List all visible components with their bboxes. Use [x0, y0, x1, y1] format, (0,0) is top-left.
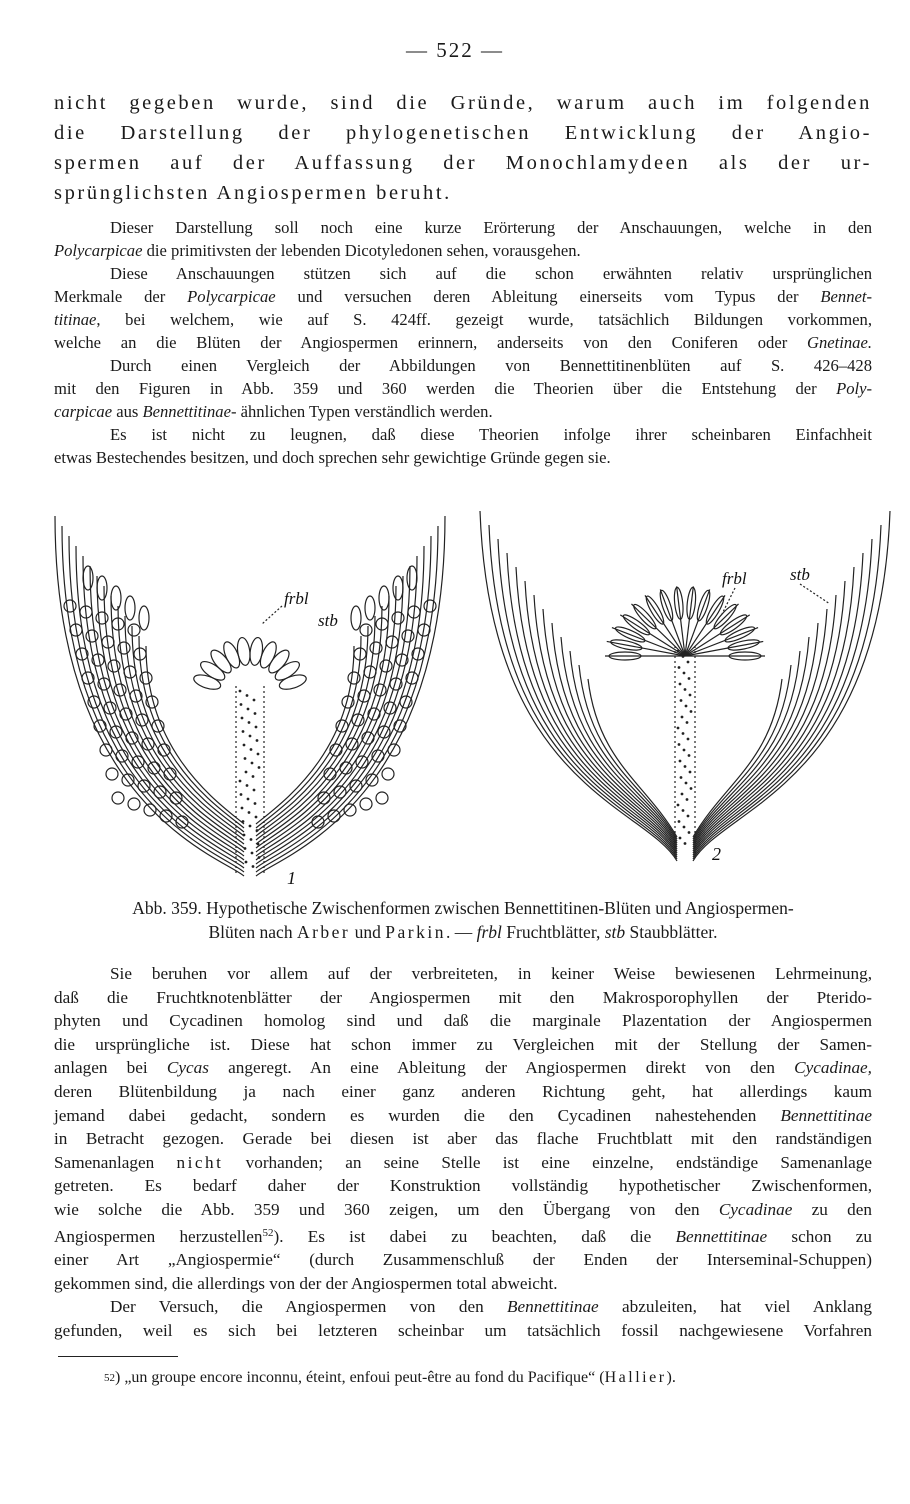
stipple-dot	[251, 762, 253, 764]
stipple-dot	[689, 771, 691, 773]
figure-359	[0, 496, 910, 896]
cup-line-right	[256, 556, 417, 860]
ovule-circle	[380, 660, 392, 672]
ovule-circle	[360, 624, 372, 636]
stipple-dot	[684, 843, 686, 845]
stipple-dot	[689, 694, 691, 696]
paragraph: Diese Anschauungen stützen sich auf die schon erwähnten relativ ursprünglichen Merkmale der Polycarpicae und versuchen deren Ableitung einerseits vom Typus der Bennet- titinae, bei welchem, wie auf S. 424ff. gezeigt wurde, tatsächlich Bildungen vorkommen, welche an die Blüten der Angiospermen erinnern, anderseits von den Coniferen oder Gnetinae.	[54, 264, 872, 352]
carpel-leaflet	[192, 672, 222, 692]
fan-ray	[631, 604, 685, 656]
stipple-dot	[690, 788, 692, 790]
stipple-dot	[677, 650, 679, 652]
stipple-dot	[252, 866, 254, 868]
leaf-tip	[379, 586, 389, 610]
stipple-dot	[681, 716, 683, 718]
stipple-dot	[684, 766, 686, 768]
paragraph: Durch einen Vergleich der Abbildungen von Bennettitinenblüten auf S. 426–428 mit den Figuren in Abb. 359 und 360 werden die Theorien über die Entstehung der Poly- carpicae aus Bennettitinae- ähnlichen Typen verständlich werden.	[54, 356, 872, 421]
stipple-dot	[678, 821, 680, 823]
carpel-leaflet	[207, 647, 234, 676]
stipple-dot	[246, 785, 248, 787]
label-frbl-left: frbl	[284, 589, 309, 608]
stipple-dot	[683, 826, 685, 828]
stipple-dot	[240, 794, 242, 796]
label-stb-left: stb	[318, 611, 338, 630]
ovule-circle	[128, 624, 140, 636]
stipple-dot	[257, 843, 259, 845]
stipple-dot	[239, 690, 241, 692]
stipple-dot	[679, 683, 681, 685]
stipple-dot	[249, 735, 251, 737]
stipple-dot	[678, 667, 680, 669]
bowl-line-right	[693, 679, 782, 837]
stipple-dot	[252, 776, 254, 778]
label-frbl-right: frbl	[722, 569, 747, 588]
label-stb-right: stb	[790, 565, 810, 584]
ovule-circle	[402, 630, 414, 642]
fan-ray	[685, 604, 739, 656]
leaf-tip	[407, 566, 417, 590]
stipple-dot	[242, 821, 244, 823]
stipple-dot	[246, 695, 248, 697]
bowl-line-right	[693, 511, 890, 861]
leaf-tip	[125, 596, 135, 620]
bowl-line-right	[693, 595, 836, 849]
cup-line-left	[83, 556, 244, 860]
stipple-dot	[680, 700, 682, 702]
stipple-dot	[243, 834, 245, 836]
leaf-tip	[83, 566, 93, 590]
stipple-dot	[245, 861, 247, 863]
ovule-circle	[140, 672, 152, 684]
leaf-tip	[351, 606, 361, 630]
ovule-circle	[344, 804, 356, 816]
intro-paragraph	[54, 88, 872, 208]
stipple-dot	[239, 780, 241, 782]
bowl-line-left	[588, 679, 677, 837]
footnote-rule	[58, 1356, 178, 1357]
ovule-circle	[374, 684, 386, 696]
stipple-dot	[241, 807, 243, 809]
ovule-circle	[376, 792, 388, 804]
stipple-dot	[678, 744, 680, 746]
stipple-dot	[244, 848, 246, 850]
stipple-dot	[688, 832, 690, 834]
stipple-dot	[682, 733, 684, 735]
carpel-leaflet	[278, 672, 308, 692]
label-num-right: 2	[712, 844, 721, 864]
bowl-line-left	[480, 511, 677, 861]
paragraph: Dieser Darstellung soll noch eine kurze Erörterung der Anschauungen, welche in den Polycarpicae die primitivsten der lebenden Dicotyledonen sehen, vorausgehen.	[54, 218, 872, 260]
stipple-dot	[243, 744, 245, 746]
stipple-dot	[684, 689, 686, 691]
paragraph: Es ist nicht zu leugnen, daß diese Theorien infolge ihrer scheinbaren Einfachheit etwas Bestechendes besitzen, und doch sprechen sehr gewichtige Gründe gegen sie.	[54, 425, 872, 467]
leaf-tip	[365, 596, 375, 620]
stipple-dot	[685, 705, 687, 707]
intro-line: die Darstellung der phylogenetischen Entwicklung der Angio-	[54, 122, 872, 144]
body-text: Sie beruhen vor allem auf der verbreiteten, in keiner Weise bewiesenen Lehrmeinung, daß die Fruchtknotenblätter der Angiospermen mit den Makrosporophyllen der Pterido- phyten und Cycadinen homolog sind und daß die marginale Plazentation der Angiospermen die ursprüngliche ist. Diese hat schon immer zu Vergleichen mit der Stellung der Samen- anlagen bei Cycas angeregt. An eine Ableitung der Angiospermen direkt von den Cycadinae, deren Blütenbildung ja nach einer ganz anderen Richtung geht, hat allerdings kaum jemand dabei gedacht, sondern es wurden die den Cycadinen nahestehenden Bennettitinae in Betracht gezogen. Gerade bei diesen ist aber das flache Fruchtblatt mit den randständigen Samenanlagen nicht vorhanden; an seine Stelle ist eine einzelne, endständige Samenanlage getreten. Es bedarf daher der Konstruktion vollständig hypothetischer Zwischenformen, wie solche die Abb. 359 und 360 zeigen, um den Übergang von den Cycadinae zu den Angiospermen herzustellen$^{52}$). Es ist dabei zu beachten, daß die Bennettitinae schon zu einer Art „Angiospermie“ (durch Zusammenschluß der Enden der Interseminal-Schuppen) gekommen sind, die allerdings von der der Angiospermen total abweicht. Der Versuch, die Angiospermen von den Bennettitinae abzuleiten, hat viel Anklang gefunden, weil es sich bei letzteren scheinbar um tatsächlich fossil nachgewiesene Vorfahren	[54, 964, 873, 1340]
label-num-left: 1	[287, 868, 296, 888]
figure-right-drawing	[480, 511, 890, 861]
carpel-leaflet	[236, 637, 252, 666]
small-paragraphs	[54, 216, 872, 469]
leaf-tip	[393, 576, 403, 600]
intro-line: spermen auf der Auffassung der Monochlamydeen als der ur-	[54, 152, 872, 174]
stipple-dot	[247, 798, 249, 800]
ovule-circle	[96, 612, 108, 624]
stipple-dot	[248, 812, 250, 814]
stipple-dot	[247, 708, 249, 710]
stipple-dot	[677, 727, 679, 729]
stipple-dot	[244, 758, 246, 760]
stipple-dot	[686, 799, 688, 801]
stipple-dot	[688, 678, 690, 680]
stipple-dot	[242, 731, 244, 733]
stipple-dot	[685, 782, 687, 784]
figure-left-drawing	[55, 516, 445, 876]
leaf-tip	[139, 606, 149, 630]
intro-line: sprünglichsten Angiospermen beruht.	[54, 182, 452, 204]
ovule-circle	[64, 600, 76, 612]
stipple-dot	[680, 777, 682, 779]
bowl-line-right	[693, 651, 800, 841]
ovule-circle	[108, 660, 120, 672]
ovule-circle	[114, 684, 126, 696]
ovule-circle	[424, 600, 436, 612]
stipple-dot	[254, 803, 256, 805]
ovule-circle	[86, 630, 98, 642]
ovule-circle	[112, 792, 124, 804]
ovule-circle	[388, 744, 400, 756]
stipple-dot	[679, 837, 681, 839]
ovule-circle	[144, 804, 156, 816]
cup-line-left	[69, 536, 244, 868]
leaf-tip	[97, 576, 107, 600]
ovule-circle	[360, 798, 372, 810]
ovule-circle	[382, 768, 394, 780]
stipple-dot	[683, 672, 685, 674]
stipple-dot	[251, 852, 253, 854]
stipple-dot	[687, 815, 689, 817]
stipple-dot	[253, 789, 255, 791]
stipple-dot	[682, 810, 684, 812]
stipple-dot	[255, 726, 257, 728]
intro-line: nicht gegeben wurde, sind die Gründe, warum auch im folgenden	[54, 92, 872, 114]
stipple-dot	[254, 713, 256, 715]
stipple-dot	[677, 804, 679, 806]
stipple-dot	[250, 839, 252, 841]
footnote: $^{52}$) „un groupe encore inconnu, éteint, enfoui peut-être au fond du Pacifique“ (Hallier).	[104, 1369, 676, 1386]
stipple-dot	[256, 830, 258, 832]
stipple-dot	[687, 738, 689, 740]
label-leader	[262, 606, 282, 624]
stipple-dot	[245, 771, 247, 773]
label-leader	[800, 584, 830, 604]
stipple-dot	[253, 699, 255, 701]
page-number: — 522 —	[406, 38, 504, 62]
ovule-circle	[106, 768, 118, 780]
stipple-dot	[240, 704, 242, 706]
stipple-dot	[683, 749, 685, 751]
stipple-dot	[256, 740, 258, 742]
carpel-leaflet	[265, 647, 292, 676]
stipple-dot	[249, 825, 251, 827]
stipple-dot	[257, 753, 259, 755]
ovule-circle	[392, 612, 404, 624]
leaf-tip	[111, 586, 121, 610]
bowl-line-left	[534, 595, 677, 849]
stipple-dot	[250, 749, 252, 751]
ovule-circle	[100, 744, 112, 756]
stipple-dot	[255, 816, 257, 818]
bowl-line-left	[570, 651, 677, 841]
stipple-dot	[258, 767, 260, 769]
ovule-circle	[348, 672, 360, 684]
stipple-dot	[688, 755, 690, 757]
stipple-dot	[682, 656, 684, 658]
cup-line-right	[256, 536, 431, 868]
stipple-dot	[258, 857, 260, 859]
stipple-dot	[687, 661, 689, 663]
carpel-leaflet	[248, 637, 264, 666]
stipple-dot	[241, 717, 243, 719]
stipple-dot	[248, 722, 250, 724]
stipple-dot	[690, 711, 692, 713]
stipple-dot	[686, 722, 688, 724]
stipple-dot	[679, 760, 681, 762]
ovule-circle	[128, 798, 140, 810]
figure-caption: Abb. 359. Hypothetische Zwischenformen zwischen Bennettitinen-Blüten und Angiospermen- Blüten nach Arber und Parkin. — frbl Fruchtblätter, stb Staubblätter.	[132, 898, 794, 942]
stipple-dot	[681, 793, 683, 795]
central-axis	[675, 646, 695, 856]
